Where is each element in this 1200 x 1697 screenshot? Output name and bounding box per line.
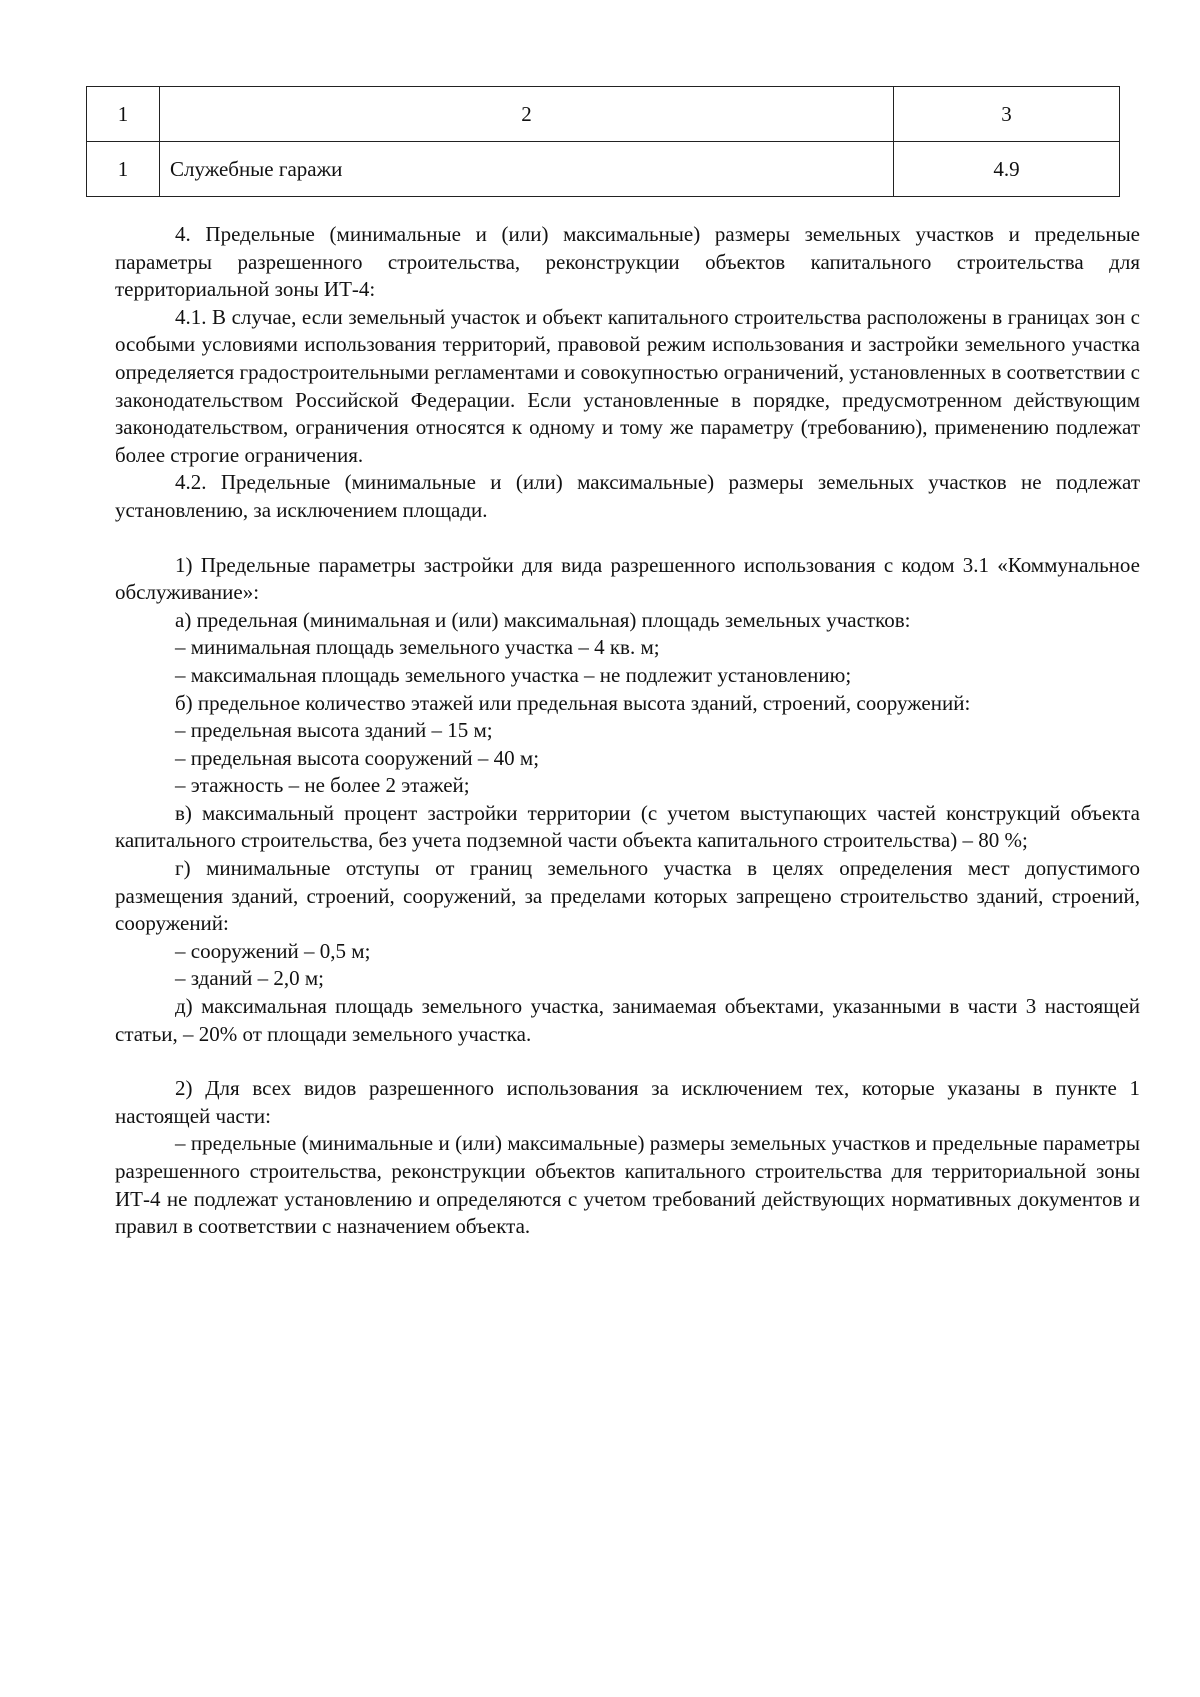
list-item: а) предельная (минимальная и (или) максимальная) площадь земельных участков: — [175, 607, 911, 632]
table-header-cell: 1 — [87, 87, 160, 142]
list-item: – зданий – 2,0 м; — [175, 966, 325, 991]
spacer — [115, 1048, 1140, 1075]
paragraph: 4.2. Предельные (минимальные и (или) максимальные) размеры земельных участков не подлежат установлению, за исключением площади. — [115, 470, 1140, 522]
table-header-cell: 3 — [894, 87, 1120, 142]
paragraph: 4. Предельные (минимальные и (или) максимальные) размеры земельных участков и предельные параметры разрешенного строительства, реконструкции объектов капитального строительства для территориальной зоны ИТ-4: — [115, 222, 1140, 302]
paragraph: 1) Предельные параметры застройки для вида разрешенного использования с кодом 3.1 «Коммунальное обслуживание»: — [115, 552, 1140, 605]
list-item: – предельная высота сооружений – 40 м; — [175, 745, 540, 770]
list-item: – максимальная площадь земельного участка – не подлежит установлению; — [175, 662, 852, 687]
table-header-row — [87, 87, 1120, 142]
use-types-table — [86, 86, 1120, 197]
table-cell-name: Служебные гаражи — [160, 142, 894, 197]
table-cell-code: 4.9 — [894, 142, 1120, 197]
paragraph: 4.1. В случае, если земельный участок и объект капитального строительства расположены в границах зон с особыми условиями использования территорий, правовой режим использования и застройки земельного участка определяется градостроительными регламентами и совокупностью ограничений, установленных в соответствии с законодательством Российской Федерации. Если установленные в порядке, предусмотренном действующим законодательством, ограничения относятся к одному и тому же параметру (требованию), применению подлежат более строгие ограничения. — [115, 304, 1140, 467]
list-item: – предельная высота зданий – 15 м; — [175, 718, 493, 743]
paragraph: 2) Для всех видов разрешенного использования за исключением тех, которые указаны в пункте 1 настоящей части: — [115, 1076, 1140, 1128]
list-item: г) минимальные отступы от границ земельного участка в целях определения мест допустимого размещения зданий, строений, сооружений, за пределами которых запрещено строительство зданий, строений, сооружений: — [115, 856, 1140, 936]
document-body — [115, 221, 1140, 1241]
list-item: б) предельное количество этажей или предельная высота зданий, строений, сооружений: — [175, 690, 971, 715]
list-item: д) максимальная площадь земельного участка, занимаемая объектами, указанными в части 3 настоящей статьи, – 20% от площади земельного участка. — [115, 994, 1140, 1046]
list-item: – этажность – не более 2 этажей; — [175, 773, 470, 798]
table-cell-number: 1 — [87, 142, 160, 197]
table-header-cell: 2 — [160, 87, 894, 142]
table-row — [87, 142, 1120, 197]
spacer — [115, 525, 1140, 552]
list-item: в) максимальный процент застройки территории (с учетом выступающих частей конструкций объекта капитального строительства, без учета подземной части объекта капитального строительства) – 80 %; — [115, 800, 1140, 853]
paragraph: – предельные (минимальные и (или) максимальные) размеры земельных участков и предельные параметры разрешенного строительства, реконструкции объектов капитального строительства для территориальной зоны ИТ-4 не подлежат установлению и определяются с учетом требований действующих нормативных документов и правил в соответствии с назначением объекта. — [115, 1131, 1140, 1239]
list-item: – сооружений – 0,5 м; — [175, 938, 371, 963]
list-item: – минимальная площадь земельного участка – 4 кв. м; — [175, 635, 660, 660]
